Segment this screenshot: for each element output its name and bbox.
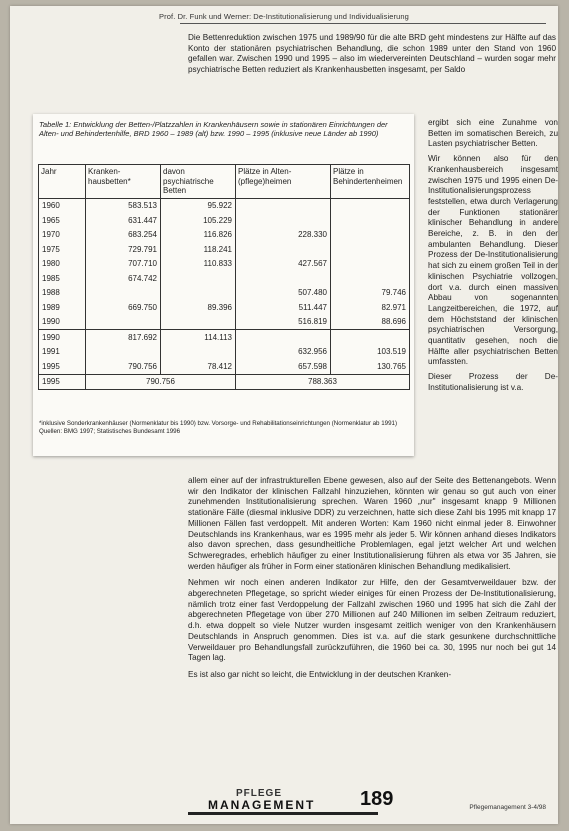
cell-psychiatrische-betten: 89.396 [161,300,236,315]
body-paragraph-3: Es ist also gar nicht so leicht, die Entwicklung in der deutschen Kranken- [188,669,452,679]
table-caption: Tabelle 1: Entwicklung der Betten-/Platzzahlen in Krankenhäusern sowie in stationären Einrichtungen der Alten- und Behindertenhilfe, BRD 1960 – 1989 (alt) bzw. 1990 – 1995 (inklusive neue Länder ab 1990) [39,120,388,139]
cell-jahr: 1990 [39,330,86,345]
table-footnote-1: *inklusive Sonderkrankenhäuser (Normenklatur bis 1990) bzw. Vorsorge- und Rehabilitationseinrichtungen (Normenklatur ab 1991) [39,420,398,427]
table-row [39,315,410,330]
cell-jahr: 1989 [39,300,86,315]
cell-krankenhausbetten [86,315,161,330]
body-paragraph-2: Nehmen wir noch einen anderen Indikator zur Hilfe, den der Gesamtverweildauer bzw. der abgerechneten Pflegetage, so spricht wieder einiges für einen Prozess der De-Institutionalisierung, nämlich trotz einer fast Verdoppelung der Fallzahl zwischen 1960 und 1995 hat sich die Zahl der abgerechneten Pflegetage von über 270 Millionen auf 240 Millionen im selben Zeitraum reduziert, d.h. etwa doppelt so viele Nutzer wurden insgesamt zeitlich weniger von den Krankenhäusern Deutschlands in Anspruch genommen. Dies ist v.a. auf die stark gesunkene durchschnittliche Verweildauer pro Behandlungsfall zurückzuführen, die 1960 bei ca. 30, 1995 nur noch bei gut 14 Tagen lag. [188,578,556,663]
cell-altenheime: 657.598 [236,359,331,374]
cell-behindertenheime: 79.746 [331,286,410,301]
logo-word-pflege: PFLEGE [236,788,283,799]
cell-altenheime: 511.447 [236,300,331,315]
table-row [39,345,410,360]
logo-underline [188,812,378,815]
pflege-management-logo [188,788,378,818]
cell-altenheime: 507.480 [236,286,331,301]
table-row [39,359,410,374]
cell-krankenhausbetten: 790.756 [86,359,161,374]
cell-psychiatrische-betten [161,286,236,301]
side-column [428,118,558,394]
cell-jahr: 1985 [39,271,86,286]
data-table [38,164,410,390]
side-paragraph-1: ergibt sich eine Zunahme von Betten im somatischen Bereich, zu Lasten psychiatrischer Betten. [428,118,558,149]
table-row [39,330,410,345]
cell-psychiatrische-betten: 116.826 [161,228,236,243]
cell-krankenhaus-total: 790.756 [86,374,236,390]
cell-behindertenheime [331,198,410,213]
cell-krankenhausbetten: 583.513 [86,198,161,213]
cell-psychiatrische-betten [161,271,236,286]
cell-jahr: 1980 [39,257,86,272]
cell-altenheime: 427.567 [236,257,331,272]
page-number: 189 [360,788,394,810]
cell-altenheime: 228.330 [236,228,331,243]
cell-behindertenheime: 103.519 [331,345,410,360]
cell-jahr: 1965 [39,213,86,228]
cell-krankenhausbetten: 669.750 [86,300,161,315]
table-row [39,286,410,301]
cell-jahr: 1988 [39,286,86,301]
side-paragraph-3: Dieser Prozess der De-Institutionalisierung ist v.a. [428,372,558,392]
cell-psychiatrische-betten: 114.113 [161,330,236,345]
cell-behindertenheime: 130.765 [331,359,410,374]
col-header-krankenhausbetten: Kranken-hausbetten* [86,165,161,199]
cell-psychiatrische-betten [161,315,236,330]
running-head-rule [180,23,546,24]
cell-psychiatrische-betten: 78.412 [161,359,236,374]
main-column [188,476,556,681]
cell-krankenhausbetten: 817.692 [86,330,161,345]
cell-altenheime [236,198,331,213]
side-paragraph-2: Wir können also für den Krankenhausbereich insgesamt zwischen 1975 und 1995 einen De-Institutionalisierungsprozess feststellen, etwa durch Verlagerung der Funktionen stationärer klinischer Behandlung in andere Bereiche, z. B. in den der ambulanten Behandlung. Dieser Prozess der De-Institutionalisierung hat sich zu einem großen Teil in der klinischen Psychiatrie vollzogen, dort v.a. durch einen massiven Abbau von sogenannten Langzeitbereichen, die 1972, auf dem Höchststand der klinischen psychiatrischen Versorgung, quantitativ gesehen, noch die Hälfte aller psychiatrischen Betten umfassten. [428,154,558,367]
table-body [39,198,410,390]
cell-psychiatrische-betten [161,345,236,360]
running-head: Prof. Dr. Funk und Werner: De-Institutionalisierung und Individualisierung [159,12,409,21]
cell-psychiatrische-betten: 118.241 [161,242,236,257]
table-footnotes [39,420,399,436]
cell-jahr: 1960 [39,198,86,213]
cell-altenheime [236,213,331,228]
cell-jahr: 1995 [39,374,86,390]
table-1 [33,114,414,456]
cell-jahr: 1970 [39,228,86,243]
cell-altenheime [236,271,331,286]
col-header-altenheime: Plätze in Alten-(pflege)heimen [236,165,331,199]
table-row [39,257,410,272]
cell-psychiatrische-betten: 95.922 [161,198,236,213]
cell-altenheime: 632.956 [236,345,331,360]
cell-behindertenheime [331,330,410,345]
cell-behindertenheime: 88.696 [331,315,410,330]
cell-jahr: 1995 [39,359,86,374]
table-row [39,300,410,315]
cell-krankenhausbetten: 729.791 [86,242,161,257]
cell-krankenhausbetten: 683.254 [86,228,161,243]
table-header-row [39,165,410,199]
cell-krankenhausbetten: 707.710 [86,257,161,272]
cell-behindertenheime [331,257,410,272]
cell-krankenhausbetten [86,286,161,301]
cell-behindertenheime: 82.971 [331,300,410,315]
cell-jahr: 1990 [39,315,86,330]
cell-behindertenheime [331,228,410,243]
cell-heime-total: 788.363 [236,374,410,390]
col-header-jahr: Jahr [39,165,86,199]
logo-word-management: MANAGEMENT [208,798,316,812]
cell-krankenhausbetten: 631.447 [86,213,161,228]
cell-altenheime [236,242,331,257]
cell-altenheime: 516.819 [236,315,331,330]
cell-behindertenheime [331,213,410,228]
cell-jahr: 1991 [39,345,86,360]
cell-altenheime [236,330,331,345]
journal-page [10,6,558,824]
cell-jahr: 1975 [39,242,86,257]
cell-behindertenheime [331,242,410,257]
table-row [39,242,410,257]
cell-krankenhausbetten: 674.742 [86,271,161,286]
cell-psychiatrische-betten: 110.833 [161,257,236,272]
issue-label: Pflegemanagement 3-4/98 [469,804,546,811]
cell-behindertenheime [331,271,410,286]
col-header-psychiatrische-betten: davon psychiatrische Betten [161,165,236,199]
body-paragraph-1: allem einer auf der infrastrukturellen Ebene gewesen, also auf der Seite des Bettenangebots. Wenn wir den Indikator der klinischen Fallzahl hinzuziehen, könnten wir genau so gut auch von einer zunehmenden Institutionalisierung sprechen. Waren 1960 „nur" insgesamt knapp 9 Millionen stationäre Fälle (diesmal inklusive DDR) zu verzeichnen, hatte sich diese Zahl bis 1995 mit knapp 17 Millionen Fällen fast verdoppelt. Mit anderen Worten: Kam 1960 nicht einmal jeder 8. Einwohner Deutschlands ins Krankenhaus, war es 1995 mehr als jeder 5. Wir können anhand dieses Indikators also davon sprechen, dass gesundheitliche Problemlagen, egal jetzt welcher Art und welchen Schweregrades, erheblich häufiger zu einer Institutionalisierung führen als etwa vor 35 Jahren, sie werden häufiger als früher in Form einer stationären klinischen Behandlung medikalisiert. [188,476,556,571]
intro-paragraph: Die Bettenreduktion zwischen 1975 und 1989/90 für die alte BRD geht mindestens zur Hälfte auf das Konto der stationären psychiatrischen Behandlung, die schon 1989 unter den Stand von 1960 gefallen war. Zwischen 1990 und 1995 – also im wiedervereinten Deutschland – wurden sogar mehr psychiatrische Betten reduziert als Krankenhausbetten insgesamt, per Saldo [188,33,556,75]
cell-krankenhausbetten [86,345,161,360]
table-total-row [39,374,410,390]
table-row [39,228,410,243]
table-row [39,213,410,228]
cell-psychiatrische-betten: 105.229 [161,213,236,228]
table-row [39,198,410,213]
table-row [39,271,410,286]
table-sources: Quellen: BMG 1997; Statistisches Bundesamt 1996 [39,428,181,435]
col-header-behindertenheime: Plätze in Behindertenheimen [331,165,410,199]
